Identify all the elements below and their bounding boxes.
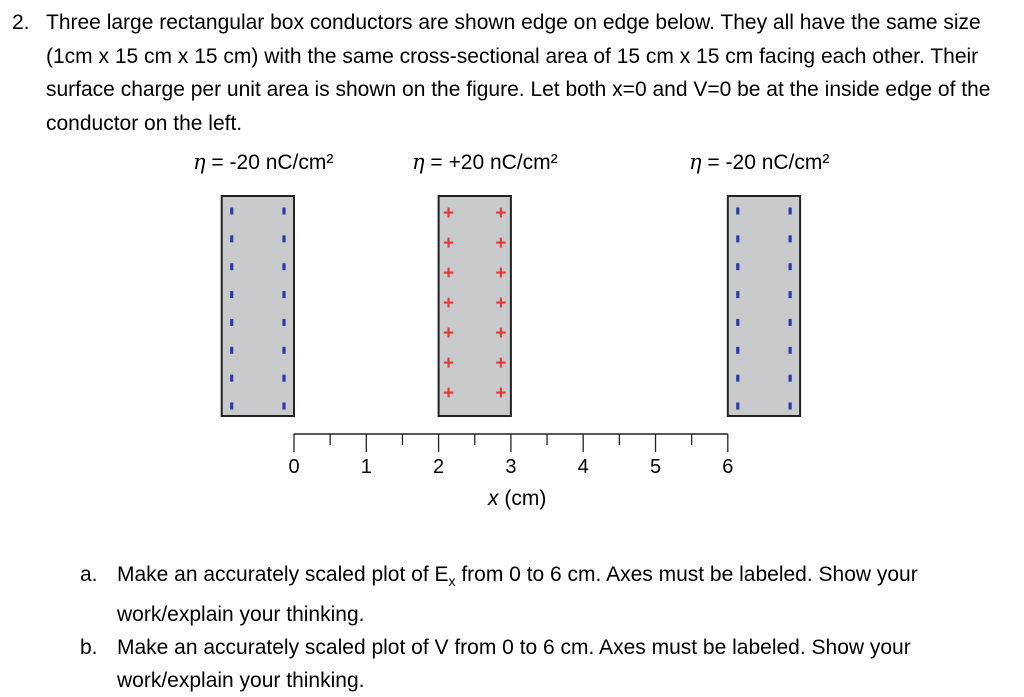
negative-charge-mark [789, 375, 792, 382]
charge-density-text: = -20 nC/cm² [701, 151, 830, 174]
x-axis-label [488, 487, 546, 511]
part-a-letter: a. [80, 563, 98, 586]
part-b [0, 631, 1000, 697]
part-b-text-content: Make an accurately scaled plot of V from 0 to 6 cm. Axes must be labeled. Show your work/explain your thinking. [117, 636, 911, 693]
eta-symbol: η [412, 150, 425, 174]
negative-charge-mark [736, 263, 739, 270]
part-a-text [117, 558, 977, 631]
part-b-text [117, 631, 977, 697]
negative-charge-mark [230, 291, 233, 298]
positive-charge-mark: + [495, 383, 507, 404]
positive-charge-mark: + [443, 383, 455, 404]
negative-charge-mark [230, 263, 233, 270]
positive-charge-mark: + [495, 203, 507, 224]
negative-charge-mark [282, 347, 285, 354]
positive-charge-mark: + [443, 233, 455, 254]
tick-label-4: 4 [577, 456, 589, 478]
eta-symbol: η [193, 150, 206, 174]
negative-charge-mark [230, 319, 233, 326]
positive-charge-mark: + [495, 233, 507, 254]
part-b-letter: b. [80, 636, 98, 660]
negative-charge-mark [230, 235, 233, 242]
negative-charge-mark [230, 347, 233, 354]
negative-charge-mark [736, 208, 739, 215]
tick-label-3: 3 [505, 456, 517, 478]
positive-charge-mark: + [443, 323, 455, 344]
positive-charge-mark: + [443, 293, 455, 314]
negative-charge-mark [789, 319, 792, 326]
positive-charge-mark: + [443, 203, 455, 224]
negative-charge-mark [736, 375, 739, 382]
tick-label-1: 1 [360, 456, 372, 478]
positive-charge-mark: + [495, 263, 507, 284]
tick-label-5: 5 [649, 456, 662, 478]
negative-charge-mark [282, 291, 285, 298]
negative-charge-mark [282, 208, 285, 215]
positive-charge-mark: + [495, 353, 507, 374]
x-axis-unit: (cm) [498, 487, 547, 510]
negative-charge-mark [230, 208, 233, 215]
negative-charge-mark [736, 347, 739, 354]
negative-charge-mark [282, 263, 285, 270]
negative-charge-mark [789, 263, 792, 270]
negative-charge-mark [736, 319, 739, 326]
problem-text: Three large rectangular box conductors are shown edge on edge below. They all have the same size (1cm x 15 cm x 15 cm) with the same cross-sectional area of 15 cm x 15 cm facing each other. Their surface charge per unit area is shown on the figure. Let both x=0 and V=0 be at the inside edge of the conductor on the left. [46, 11, 991, 135]
positive-charge-mark: + [495, 323, 507, 344]
charge-density-text: = -20 nC/cm² [205, 151, 334, 174]
negative-charge-mark [736, 235, 739, 242]
negative-charge-mark [230, 403, 233, 410]
positive-charge-mark: + [443, 353, 455, 374]
negative-charge-mark [282, 235, 285, 242]
negative-charge-mark [282, 403, 285, 410]
negative-charge-mark [230, 375, 233, 382]
conductor-box-3 [728, 196, 800, 416]
part-a [0, 558, 1000, 631]
negative-charge-mark [789, 403, 792, 410]
charge-density-text: = +20 nC/cm² [424, 151, 558, 174]
eta-symbol: η [689, 150, 702, 174]
negative-charge-mark [789, 235, 792, 242]
x-axis-variable: x [488, 487, 499, 510]
part-a-text-end: from 0 to 6 cm. Axes must be labeled. Show your work/explain your thinking. [117, 563, 918, 627]
question-parts [0, 558, 1000, 697]
negative-charge-mark [736, 403, 739, 410]
positive-charge-mark: + [443, 263, 455, 284]
negative-charge-mark [789, 208, 792, 215]
negative-charge-mark [789, 347, 792, 354]
problem-number: 2. [12, 11, 30, 34]
conductor-box-1 [222, 196, 294, 416]
tick-label-6: 6 [722, 456, 734, 478]
negative-charge-mark [282, 375, 285, 382]
part-a-subscript: x [448, 573, 456, 590]
tick-label-2: 2 [433, 456, 445, 478]
negative-charge-mark [736, 291, 739, 298]
negative-charge-mark [282, 319, 285, 326]
positive-charge-mark: + [495, 293, 507, 314]
tick-label-0: 0 [288, 456, 300, 478]
part-a-text-start: Make an accurately scaled plot of E [117, 563, 449, 586]
negative-charge-mark [789, 291, 792, 298]
